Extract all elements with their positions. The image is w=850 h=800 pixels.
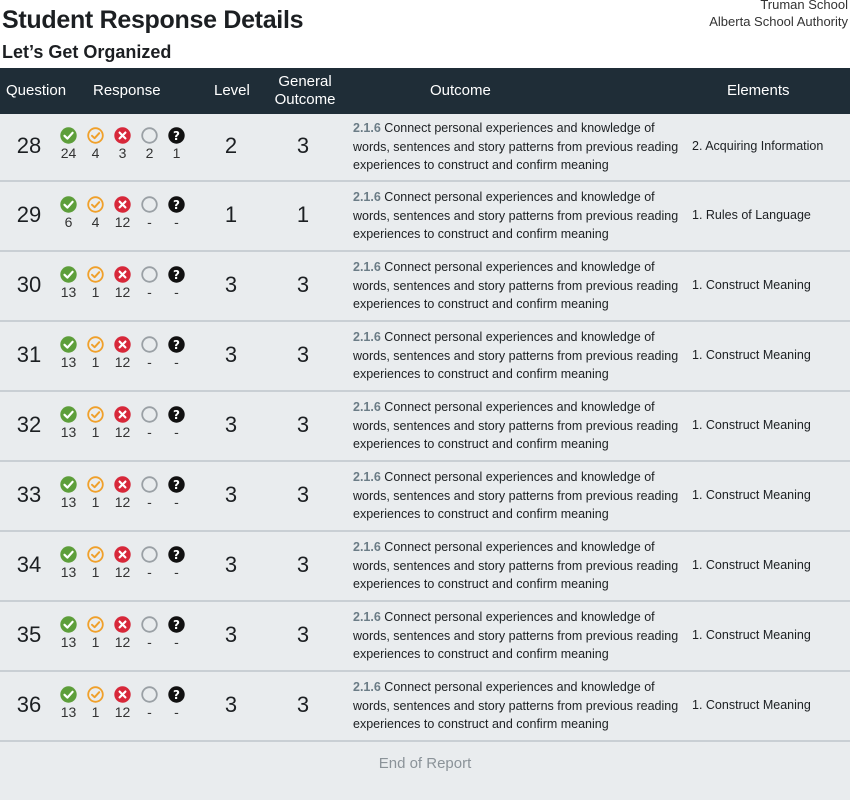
correct-count: 24 <box>60 145 77 161</box>
outcome-description <box>353 188 683 244</box>
outcome-text: Connect personal experiences and knowledge of words, sentences and story patterns from previous reading experiences to construct and confirm meaning <box>353 540 679 591</box>
level-value: 3 <box>224 482 238 507</box>
level-value: 3 <box>224 412 238 437</box>
outcome-description <box>353 398 683 454</box>
svg-text:?: ? <box>173 129 180 143</box>
question-number: 28 <box>16 133 42 158</box>
question-number: 33 <box>16 482 42 507</box>
outcome-text: Connect personal experiences and knowledge of words, sentences and story patterns from previous reading experiences to construct and confirm meaning <box>353 400 679 451</box>
partial-count: 1 <box>91 634 100 650</box>
end-of-report: End of Report <box>378 755 472 772</box>
partial-check-icon <box>87 546 104 563</box>
blank-count: - <box>147 704 152 720</box>
check-circle-icon <box>60 686 77 703</box>
check-circle-icon <box>60 476 77 493</box>
response-summary <box>57 182 193 250</box>
outcome-description <box>353 608 683 664</box>
unknown-count: - <box>174 564 179 580</box>
empty-circle-icon <box>141 127 158 144</box>
partial-count: 1 <box>91 494 100 510</box>
question-circle-icon <box>168 406 185 423</box>
question-circle-icon <box>168 616 185 633</box>
outcome-code: 2.1.6 <box>353 470 381 484</box>
partial-count: 1 <box>91 564 100 580</box>
outcome-code: 2.1.6 <box>353 540 381 554</box>
question-circle-icon <box>168 546 185 563</box>
outcome-code: 2.1.6 <box>353 330 381 344</box>
response-summary <box>57 252 193 320</box>
empty-circle-icon <box>141 546 158 563</box>
blank-count: 2 <box>145 145 154 161</box>
svg-text:?: ? <box>173 198 180 212</box>
general-outcome-value: 3 <box>296 412 310 437</box>
question-number: 36 <box>16 692 42 717</box>
element-value: 1. Construct Meaning <box>692 628 811 642</box>
x-circle-icon <box>114 476 131 493</box>
level-value: 2 <box>224 133 238 158</box>
svg-text:?: ? <box>173 408 180 422</box>
unknown-count: - <box>174 354 179 370</box>
empty-circle-icon <box>141 476 158 493</box>
correct-count: 13 <box>60 704 77 720</box>
general-outcome-value: 3 <box>296 622 310 647</box>
blank-count: - <box>147 494 152 510</box>
check-circle-icon <box>60 616 77 633</box>
correct-count: 13 <box>60 494 77 510</box>
column-header-level: Level <box>214 82 250 99</box>
partial-count: 4 <box>91 145 100 161</box>
blank-count: - <box>147 634 152 650</box>
unknown-count: - <box>174 634 179 650</box>
response-summary <box>57 532 193 600</box>
empty-circle-icon <box>141 616 158 633</box>
partial-check-icon <box>87 127 104 144</box>
page-subtitle: Let’s Get Organized <box>2 42 172 62</box>
question-number: 35 <box>16 622 42 647</box>
general-outcome-value: 3 <box>296 482 310 507</box>
partial-count: 4 <box>91 214 100 230</box>
general-outcome-value: 3 <box>296 692 310 717</box>
outcome-text: Connect personal experiences and knowledge of words, sentences and story patterns from previous reading experiences to construct and confirm meaning <box>353 610 679 661</box>
unknown-count: - <box>174 494 179 510</box>
school-authority: Alberta School Authority <box>709 14 848 29</box>
empty-circle-icon <box>141 406 158 423</box>
partial-check-icon <box>87 406 104 423</box>
incorrect-count: 12 <box>114 424 131 440</box>
blank-count: - <box>147 354 152 370</box>
outcome-text: Connect personal experiences and knowledge of words, sentences and story patterns from previous reading experiences to construct and confirm meaning <box>353 260 679 311</box>
unknown-count: - <box>174 284 179 300</box>
question-circle-icon <box>168 266 185 283</box>
table-row <box>0 114 850 182</box>
element-value: 1. Construct Meaning <box>692 698 811 712</box>
incorrect-count: 12 <box>114 704 131 720</box>
blank-count: - <box>147 284 152 300</box>
check-circle-icon <box>60 546 77 563</box>
correct-count: 13 <box>60 634 77 650</box>
outcome-description <box>353 538 683 594</box>
table-row <box>0 532 850 602</box>
question-number: 31 <box>16 342 42 367</box>
incorrect-count: 12 <box>114 494 131 510</box>
x-circle-icon <box>114 196 131 213</box>
element-value: 1. Construct Meaning <box>692 558 811 572</box>
partial-count: 1 <box>91 424 100 440</box>
svg-text:?: ? <box>173 548 180 562</box>
x-circle-icon <box>114 336 131 353</box>
partial-check-icon <box>87 196 104 213</box>
outcome-description <box>353 258 683 314</box>
column-header-outcome: Outcome <box>430 82 491 99</box>
svg-text:?: ? <box>173 268 180 282</box>
level-value: 3 <box>224 622 238 647</box>
x-circle-icon <box>114 406 131 423</box>
blank-count: - <box>147 564 152 580</box>
blank-count: - <box>147 214 152 230</box>
svg-text:?: ? <box>173 618 180 632</box>
outcome-code: 2.1.6 <box>353 121 381 135</box>
column-header-general-outcome-line1: General <box>278 73 332 90</box>
partial-count: 1 <box>91 704 100 720</box>
general-outcome-value: 3 <box>296 342 310 367</box>
question-number: 29 <box>16 202 42 227</box>
table-row <box>0 462 850 532</box>
x-circle-icon <box>114 686 131 703</box>
check-circle-icon <box>60 127 77 144</box>
outcome-text: Connect personal experiences and knowledge of words, sentences and story patterns from previous reading experiences to construct and confirm meaning <box>353 470 679 521</box>
x-circle-icon <box>114 266 131 283</box>
table-row <box>0 322 850 392</box>
svg-text:?: ? <box>173 478 180 492</box>
incorrect-count: 3 <box>118 145 127 161</box>
element-value: 2. Acquiring Information <box>692 139 824 153</box>
partial-check-icon <box>87 336 104 353</box>
unknown-count: 1 <box>172 145 181 161</box>
table-row <box>0 182 850 252</box>
x-circle-icon <box>114 546 131 563</box>
column-header-general-outcome <box>274 73 336 109</box>
column-header-general-outcome-line2: Outcome <box>274 91 336 108</box>
question-number: 30 <box>16 272 42 297</box>
question-circle-icon <box>168 196 185 213</box>
partial-check-icon <box>87 686 104 703</box>
x-circle-icon <box>114 616 131 633</box>
outcome-code: 2.1.6 <box>353 400 381 414</box>
question-number: 32 <box>16 412 42 437</box>
blank-count: - <box>147 424 152 440</box>
school-name: Truman School <box>760 0 848 12</box>
question-circle-icon <box>168 476 185 493</box>
question-circle-icon <box>168 336 185 353</box>
outcome-code: 2.1.6 <box>353 260 381 274</box>
empty-circle-icon <box>141 686 158 703</box>
incorrect-count: 12 <box>114 284 131 300</box>
outcome-code: 2.1.6 <box>353 680 381 694</box>
check-circle-icon <box>60 266 77 283</box>
outcome-description <box>353 468 683 524</box>
table-row <box>0 252 850 322</box>
element-value: 1. Construct Meaning <box>692 488 811 502</box>
general-outcome-value: 3 <box>296 133 310 158</box>
question-circle-icon <box>168 686 185 703</box>
table-body <box>0 114 850 742</box>
outcome-description <box>353 328 683 384</box>
outcome-text: Connect personal experiences and knowledge of words, sentences and story patterns from previous reading experiences to construct and confirm meaning <box>353 680 679 731</box>
element-value: 1. Rules of Language <box>692 208 811 222</box>
level-value: 3 <box>224 272 238 297</box>
level-value: 3 <box>224 692 238 717</box>
correct-count: 13 <box>60 284 77 300</box>
page-title: Student Response Details <box>2 6 304 34</box>
response-summary <box>57 602 193 670</box>
outcome-code: 2.1.6 <box>353 610 381 624</box>
column-header-response: Response <box>93 82 161 99</box>
general-outcome-value: 3 <box>296 272 310 297</box>
check-circle-icon <box>60 406 77 423</box>
check-circle-icon <box>60 196 77 213</box>
response-summary <box>57 114 193 180</box>
empty-circle-icon <box>141 196 158 213</box>
unknown-count: - <box>174 214 179 230</box>
partial-count: 1 <box>91 284 100 300</box>
x-circle-icon <box>114 127 131 144</box>
level-value: 1 <box>224 202 238 227</box>
incorrect-count: 12 <box>114 214 131 230</box>
response-summary <box>57 672 193 740</box>
general-outcome-value: 3 <box>296 552 310 577</box>
outcome-text: Connect personal experiences and knowledge of words, sentences and story patterns from previous reading experiences to construct and confirm meaning <box>353 190 679 241</box>
level-value: 3 <box>224 342 238 367</box>
table-row <box>0 602 850 672</box>
empty-circle-icon <box>141 336 158 353</box>
svg-text:?: ? <box>173 688 180 702</box>
column-header-elements: Elements <box>727 82 790 99</box>
correct-count: 6 <box>64 214 73 230</box>
check-circle-icon <box>60 336 77 353</box>
correct-count: 13 <box>60 424 77 440</box>
element-value: 1. Construct Meaning <box>692 278 811 292</box>
unknown-count: - <box>174 704 179 720</box>
partial-check-icon <box>87 616 104 633</box>
unknown-count: - <box>174 424 179 440</box>
outcome-description <box>353 119 683 175</box>
general-outcome-value: 1 <box>296 202 310 227</box>
partial-count: 1 <box>91 354 100 370</box>
response-summary <box>57 392 193 460</box>
response-summary <box>57 462 193 530</box>
school-info <box>709 0 848 30</box>
incorrect-count: 12 <box>114 564 131 580</box>
column-header-question: Question <box>6 82 67 99</box>
correct-count: 13 <box>60 354 77 370</box>
partial-check-icon <box>87 476 104 493</box>
svg-text:?: ? <box>173 338 180 352</box>
outcome-text: Connect personal experiences and knowledge of words, sentences and story patterns from previous reading experiences to construct and confirm meaning <box>353 330 679 381</box>
empty-circle-icon <box>141 266 158 283</box>
element-value: 1. Construct Meaning <box>692 348 811 362</box>
response-summary <box>57 322 193 390</box>
table-header <box>0 68 850 114</box>
partial-check-icon <box>87 266 104 283</box>
outcome-text: Connect personal experiences and knowledge of words, sentences and story patterns from previous reading experiences to construct and confirm meaning <box>353 121 679 172</box>
level-value: 3 <box>224 552 238 577</box>
report-header <box>0 0 850 68</box>
element-value: 1. Construct Meaning <box>692 418 811 432</box>
correct-count: 13 <box>60 564 77 580</box>
outcome-description <box>353 678 683 734</box>
table-row <box>0 672 850 742</box>
table-row <box>0 392 850 462</box>
question-circle-icon <box>168 127 185 144</box>
outcome-code: 2.1.6 <box>353 190 381 204</box>
incorrect-count: 12 <box>114 634 131 650</box>
question-number: 34 <box>16 552 42 577</box>
incorrect-count: 12 <box>114 354 131 370</box>
